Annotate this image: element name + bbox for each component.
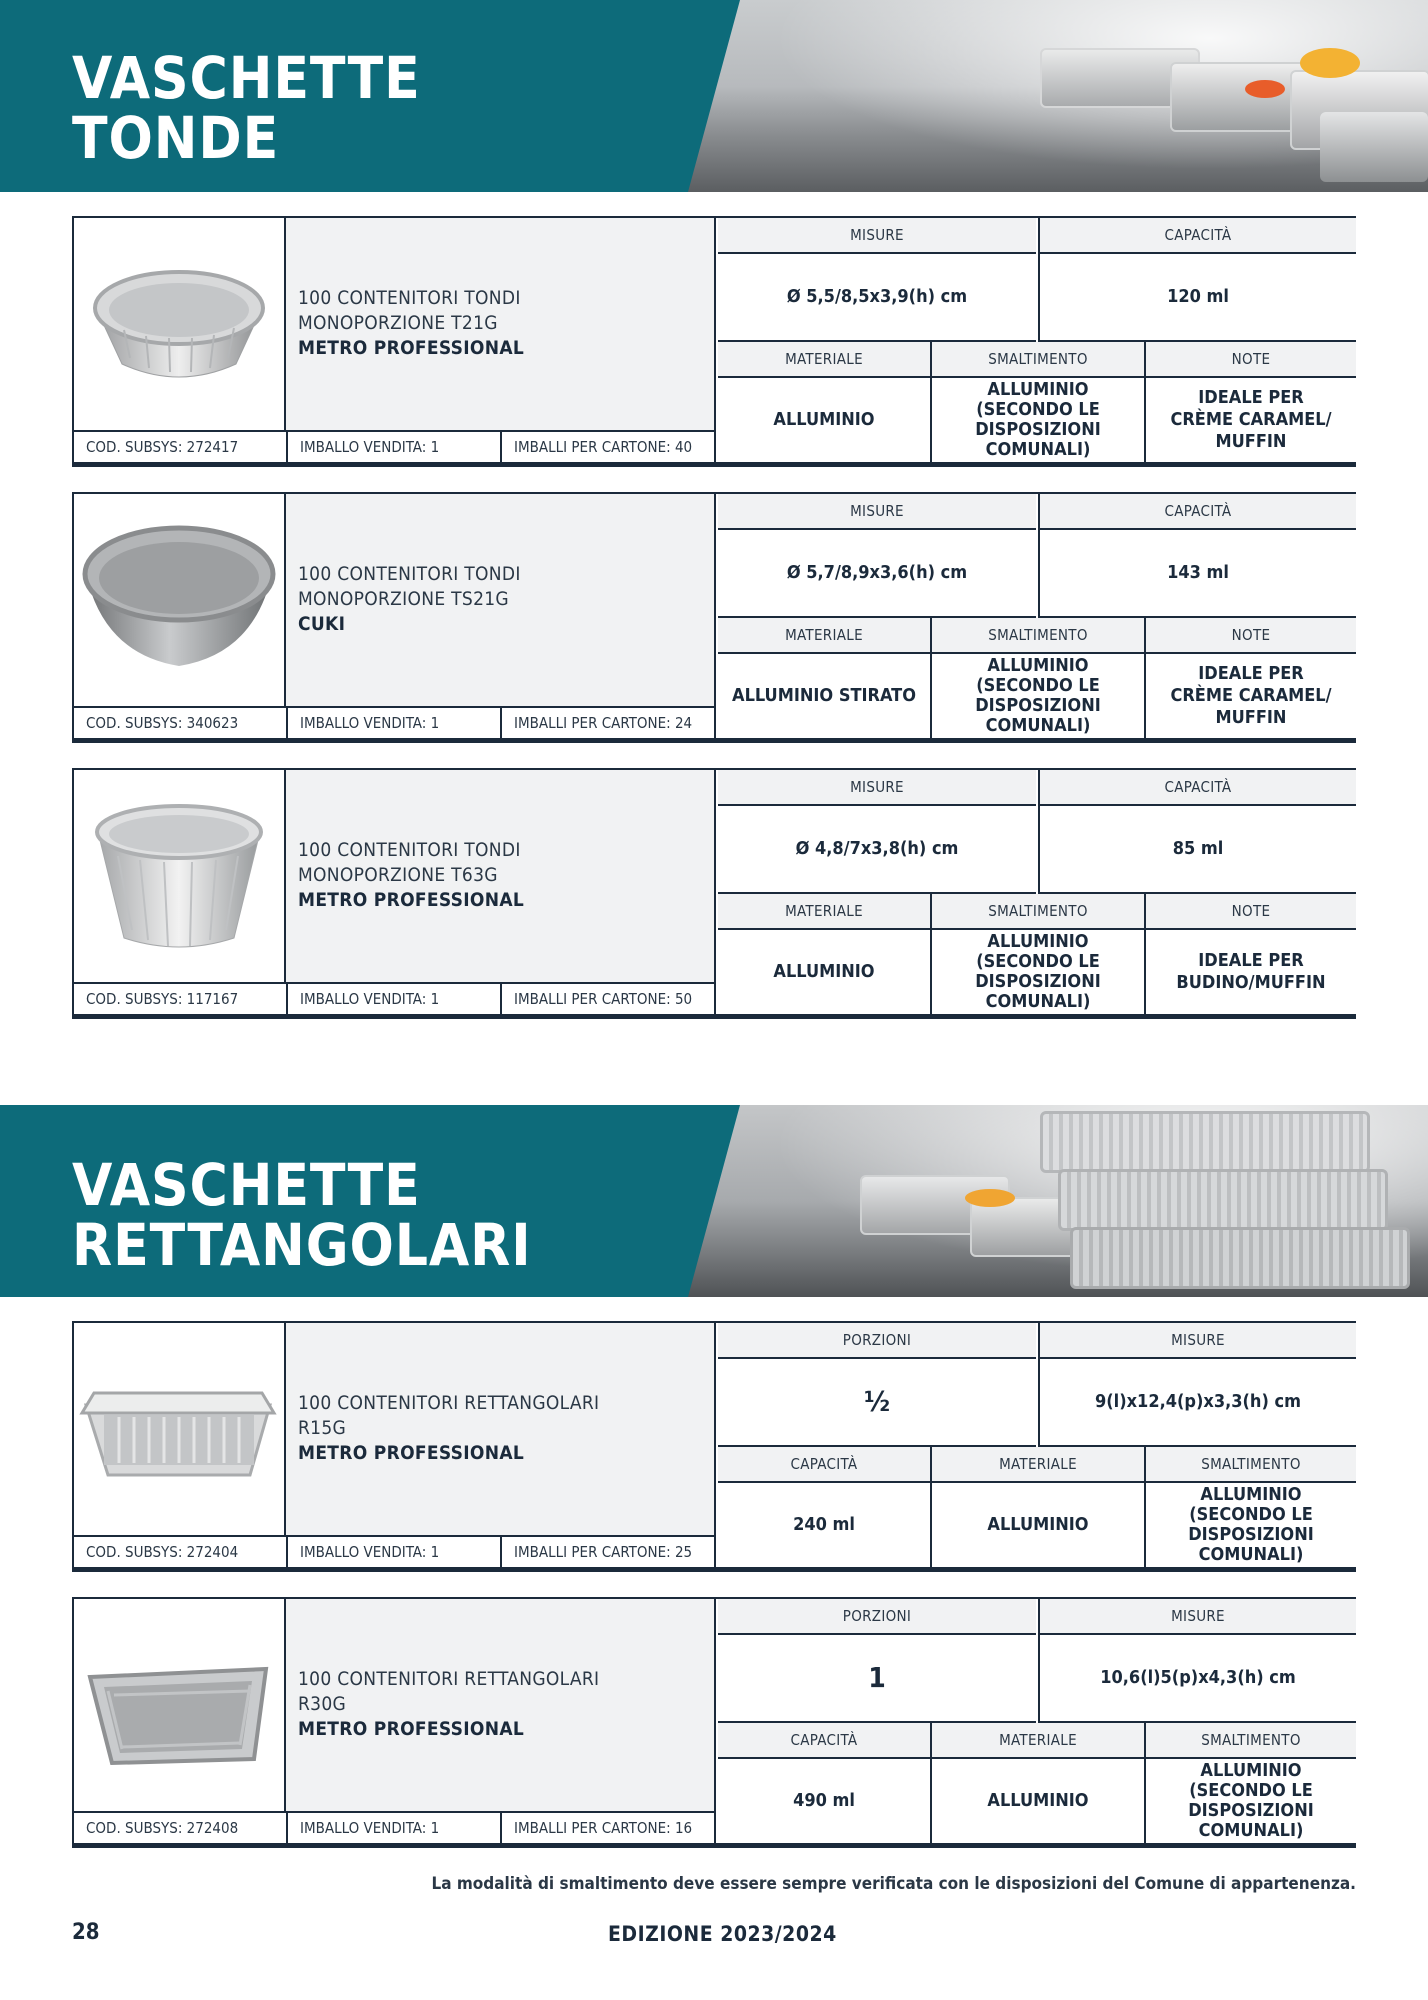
product-footer <box>74 1535 716 1567</box>
product-brand: METRO PROFESSIONAL <box>298 889 525 911</box>
product-card <box>72 492 1356 743</box>
product-brand: METRO PROFESSIONAL <box>298 1718 525 1740</box>
spec-table <box>718 1599 1356 1843</box>
product-card <box>72 1597 1356 1848</box>
header-porzioni: PORZIONI <box>718 1599 1036 1635</box>
header-note: NOTE <box>1144 342 1356 378</box>
rectangular-tray-icon <box>74 1599 284 1809</box>
section-title: VASCHETTE RETTANGOLARI <box>72 1151 532 1279</box>
product-brand: METRO PROFESSIONAL <box>298 1442 525 1464</box>
product-image <box>74 1599 286 1811</box>
header-capacita: CAPACITÀ <box>718 1447 930 1483</box>
header-materiale: MATERIALE <box>718 894 930 930</box>
product-code: COD. SUBSYS: 117167 <box>86 990 239 1008</box>
value-smaltimento: ALLUMINIO (SECONDO LE DISPOSIZIONI COMUNALI) <box>930 378 1144 462</box>
value-note: IDEALE PER CRÈME CARAMEL/ MUFFIN <box>1144 654 1356 738</box>
sale-package: IMBALLO VENDITA: 1 <box>286 1537 500 1567</box>
product-brand: CUKI <box>298 613 346 635</box>
section-title: VASCHETTE TONDE <box>72 44 421 172</box>
value-note: IDEALE PER BUDINO/MUFFIN <box>1144 930 1356 1014</box>
value-capacita: 120 ml <box>1038 254 1356 342</box>
value-misure: Ø 5,5/8,5x3,9(h) cm <box>718 254 1036 342</box>
product-brand: METRO PROFESSIONAL <box>298 337 525 359</box>
section-banner-rettangolari <box>0 1105 1428 1297</box>
value-smaltimento: ALLUMINIO (SECONDO LE DISPOSIZIONI COMUNALI) <box>1144 1483 1356 1567</box>
value-misure: 9(l)x12,4(p)x3,3(h) cm <box>1038 1359 1356 1447</box>
header-misure: MISURE <box>718 770 1036 806</box>
product-description: 100 CONTENITORI RETTANGOLARI R15G METRO PROFESSIONAL <box>286 1323 716 1535</box>
packages-per-carton: IMBALLI PER CARTONE: 50 <box>500 984 716 1014</box>
header-porzioni: PORZIONI <box>718 1323 1036 1359</box>
value-capacita: 240 ml <box>718 1483 930 1567</box>
edition-label: EDIZIONE 2023/2024 <box>608 1922 837 1946</box>
header-misure: MISURE <box>1038 1323 1356 1359</box>
product-image <box>74 494 286 706</box>
value-porzioni: 1 <box>718 1635 1036 1723</box>
product-card <box>72 1321 1356 1572</box>
product-description: 100 CONTENITORI TONDI MONOPORZIONE T21G METRO PROFESSIONAL <box>286 218 716 430</box>
product-code: COD. SUBSYS: 272417 <box>86 438 239 456</box>
header-misure: MISURE <box>718 218 1036 254</box>
header-smaltimento: SMALTIMENTO <box>1144 1723 1356 1759</box>
packages-per-carton: IMBALLI PER CARTONE: 24 <box>500 708 716 738</box>
header-misure: MISURE <box>1038 1599 1356 1635</box>
value-misure: Ø 4,8/7x3,8(h) cm <box>718 806 1036 894</box>
header-materiale: MATERIALE <box>718 618 930 654</box>
header-materiale: MATERIALE <box>930 1447 1144 1483</box>
header-smaltimento: SMALTIMENTO <box>930 342 1144 378</box>
round-tray-icon <box>74 494 284 704</box>
value-misure: Ø 5,7/8,9x3,6(h) cm <box>718 530 1036 618</box>
header-note: NOTE <box>1144 618 1356 654</box>
sale-package: IMBALLO VENDITA: 1 <box>286 708 500 738</box>
value-porzioni: ½ <box>718 1359 1036 1447</box>
header-materiale: MATERIALE <box>718 342 930 378</box>
sale-package: IMBALLO VENDITA: 1 <box>286 432 500 462</box>
value-smaltimento: ALLUMINIO (SECONDO LE DISPOSIZIONI COMUNALI) <box>1144 1759 1356 1843</box>
value-note: IDEALE PER CRÈME CARAMEL/ MUFFIN <box>1144 378 1356 462</box>
product-card <box>72 768 1356 1019</box>
rectangular-tray-icon <box>74 1323 284 1533</box>
value-materiale: ALLUMINIO <box>718 378 930 462</box>
header-note: NOTE <box>1144 894 1356 930</box>
product-code: COD. SUBSYS: 340623 <box>86 714 239 732</box>
product-description: 100 CONTENITORI TONDI MONOPORZIONE TS21G CUKI <box>286 494 716 706</box>
product-image <box>74 770 286 982</box>
product-card <box>72 216 1356 467</box>
value-capacita: 85 ml <box>1038 806 1356 894</box>
product-description: 100 CONTENITORI RETTANGOLARI R30G METRO PROFESSIONAL <box>286 1599 716 1811</box>
disposal-note: La modalità di smaltimento deve essere sempre verificata con le disposizioni del Comune di appartenenza. <box>431 1874 1356 1894</box>
header-capacita: CAPACITÀ <box>718 1723 930 1759</box>
round-tray-icon <box>74 218 284 428</box>
header-smaltimento: SMALTIMENTO <box>1144 1447 1356 1483</box>
product-description: 100 CONTENITORI TONDI MONOPORZIONE T63G METRO PROFESSIONAL <box>286 770 716 982</box>
value-capacita: 490 ml <box>718 1759 930 1843</box>
product-image <box>74 1323 286 1535</box>
header-smaltimento: SMALTIMENTO <box>930 618 1144 654</box>
product-footer <box>74 430 716 462</box>
product-footer <box>74 706 716 738</box>
header-capacita: CAPACITÀ <box>1038 218 1356 254</box>
value-smaltimento: ALLUMINIO (SECONDO LE DISPOSIZIONI COMUNALI) <box>930 930 1144 1014</box>
header-materiale: MATERIALE <box>930 1723 1144 1759</box>
spec-table <box>718 1323 1356 1567</box>
spec-table <box>718 770 1356 1014</box>
section-banner-tonde <box>0 0 1428 192</box>
value-materiale: ALLUMINIO STIRATO <box>718 654 930 738</box>
packages-per-carton: IMBALLI PER CARTONE: 25 <box>500 1537 716 1567</box>
header-smaltimento: SMALTIMENTO <box>930 894 1144 930</box>
value-capacita: 143 ml <box>1038 530 1356 618</box>
value-misure: 10,6(l)5(p)x4,3(h) cm <box>1038 1635 1356 1723</box>
page-number: 28 <box>72 1920 100 1945</box>
value-materiale: ALLUMINIO <box>718 930 930 1014</box>
product-image <box>74 218 286 430</box>
sale-package: IMBALLO VENDITA: 1 <box>286 984 500 1014</box>
header-capacita: CAPACITÀ <box>1038 494 1356 530</box>
packages-per-carton: IMBALLI PER CARTONE: 40 <box>500 432 716 462</box>
header-capacita: CAPACITÀ <box>1038 770 1356 806</box>
round-tray-icon <box>74 770 284 980</box>
packages-per-carton: IMBALLI PER CARTONE: 16 <box>500 1813 716 1843</box>
spec-table <box>718 218 1356 462</box>
product-code: COD. SUBSYS: 272408 <box>86 1819 239 1837</box>
value-smaltimento: ALLUMINIO (SECONDO LE DISPOSIZIONI COMUNALI) <box>930 654 1144 738</box>
product-footer <box>74 982 716 1014</box>
spec-table <box>718 494 1356 738</box>
product-code: COD. SUBSYS: 272404 <box>86 1543 239 1561</box>
header-misure: MISURE <box>718 494 1036 530</box>
value-materiale: ALLUMINIO <box>930 1483 1144 1567</box>
value-materiale: ALLUMINIO <box>930 1759 1144 1843</box>
sale-package: IMBALLO VENDITA: 1 <box>286 1813 500 1843</box>
product-footer <box>74 1811 716 1843</box>
